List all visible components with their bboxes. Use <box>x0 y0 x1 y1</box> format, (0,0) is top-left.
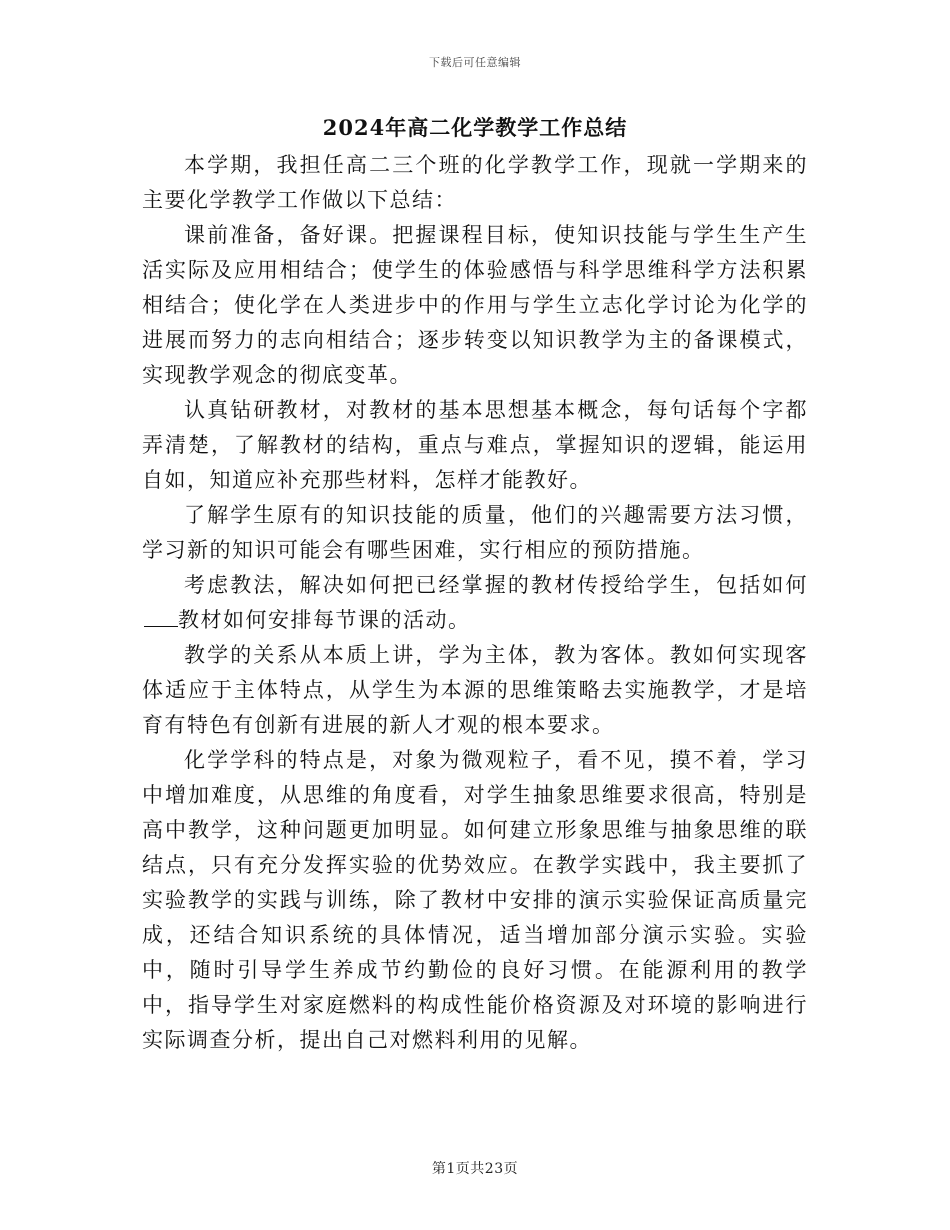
header-note: 下载后可任意编辑 <box>429 56 521 69</box>
paragraph-chemistry-features: 化学学科的特点是，对象为微观粒子，看不见，摸不着，学习中增加难度，从思维的角度看，对学生抽象思维要求很高，特别是高中教学，这种问题更加明显。如何建立形象思维与抽象思维的联结点，只有充分发挥实验的优势效应。在教学实践中，我主要抓了实验教学的实践与训练，除了教材中安排的演示实验保证高质量完成，还结合知识系统的具体情况，适当增加部分演示实验。实验中，随时引导学生养成节约勤俭的良好习惯。在能源利用的教学中，指导学生对家庭燃料的构成性能价格资源及对环境的影响进行实际调查分析，提出自己对燃料利用的见解。 <box>142 748 808 1052</box>
teaching-method-text-continued: 教材如何安排每节课的活动。 <box>178 608 471 632</box>
paragraph-lesson-prep: 课前准备，备好课。把握课程目标，使知识技能与学生生产生活实际及应用相结合；使学生的体验感悟与科学思维科学方法积累相结合；使化学在人类进步中的作用与学生立志化学讨论为化学的进展而努力的志向相结合；逐步转变以知识教学为主的备课模式，实现教学观念的彻底变革。 <box>142 223 808 387</box>
paragraph-teaching-relation: 教学的关系从本质上讲，学为主体，教为客体。教如何实现客体适应于主体特点，从学生为本源的思维策略去实施教学，才是培育有特色有创新有进展的新人才观的根本要求。 <box>142 643 808 737</box>
document-title: 2024年高二化学教学工作总结 <box>322 115 628 140</box>
page-footer: 第1页共23页 <box>431 1161 519 1177</box>
document-body <box>142 148 808 1058</box>
paragraph-teaching-method <box>142 568 808 638</box>
paragraph-intro: 本学期，我担任高二三个班的化学教学工作，现就一学期来的主要化学教学工作做以下总结： <box>142 153 808 212</box>
teaching-method-text: 考虑教法，解决如何把已经掌握的教材传授给学生，包括如何 <box>184 573 808 597</box>
paragraph-study-textbook: 认真钻研教材，对教材的基本思想基本概念，每句话每个字都弄清楚，了解教材的结构，重点与难点，掌握知识的逻辑，能运用自如，知道应补充那些材料，怎样才能教好。 <box>142 398 808 492</box>
fill-in-blank <box>144 605 178 627</box>
paragraph-know-students: 了解学生原有的知识技能的质量，他们的兴趣需要方法习惯，学习新的知识可能会有哪些困难，实行相应的预防措施。 <box>142 503 808 562</box>
